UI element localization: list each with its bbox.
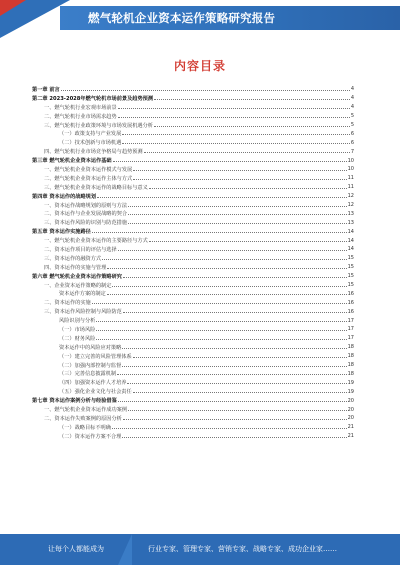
toc-leader-dots (107, 268, 346, 269)
toc-entry[interactable] (32, 361, 354, 370)
toc-entry[interactable] (32, 307, 354, 316)
toc-entry-label: （一）政策支持与产业发展 (59, 131, 122, 138)
footer-accent-shape (118, 534, 132, 565)
toc-entry-label: 三、资本运作风险的识别与防范措施 (44, 220, 128, 227)
toc-leader-dots (118, 117, 350, 118)
toc-entry-page: 14 (347, 228, 354, 235)
toc-entry-page: 4 (350, 86, 354, 93)
toc-entry-page: 16 (347, 290, 354, 297)
toc-entry-page: 6 (350, 130, 354, 137)
toc-entry-page: 11 (347, 184, 354, 191)
toc-leader-dots (97, 197, 347, 198)
toc-entry-label: 二、资本运作项目的评估与选择 (44, 246, 117, 253)
toc-entry-label: 第二章 2023-2028年燃气轮机市场前景及趋势预测 (32, 95, 154, 102)
toc-leader-dots (122, 143, 350, 144)
toc-entry-page: 10 (347, 166, 354, 173)
toc-leader-dots (112, 286, 346, 287)
toc-entry-label: 资本运作方案的制定 (59, 291, 106, 298)
toc-entry-label: （五）强化企业文化与社会责任 (59, 389, 132, 396)
toc-entry[interactable] (32, 121, 354, 130)
toc-entry-label: 风险识别与分析 (59, 318, 96, 325)
toc-entry-label: 第五章 资本运作实施路径 (32, 229, 91, 236)
toc-entry-page: 19 (347, 388, 354, 395)
toc-leader-dots (122, 437, 346, 438)
toc-entry[interactable] (32, 192, 354, 201)
toc-entry-label: （四）加强资本运作人才培养 (59, 380, 127, 387)
toc-entry-page: 15 (347, 282, 354, 289)
toc-entry-page: 18 (347, 370, 354, 377)
toc-entry-page: 12 (347, 202, 354, 209)
report-header (0, 0, 400, 34)
toc-entry-page: 5 (350, 122, 354, 128)
toc-entry-label: （二）资本运作方案不合理 (59, 433, 122, 440)
toc-entry[interactable] (32, 298, 354, 307)
toc-entry-page: 17 (347, 326, 354, 333)
toc-entry-label: （二）技术创新与市场机遇 (59, 140, 122, 147)
toc-entry-label: 一、燃气轮机企业资本运作的主要路径与方式 (44, 238, 148, 245)
toc-leader-dots (122, 348, 346, 349)
toc-entry-label: 四、资本运作的实施与管理 (44, 264, 107, 271)
report-title: 燃气轮机企业资本运作策略研究报告 (88, 11, 276, 25)
toc-leader-dots (128, 410, 347, 411)
toc-entry[interactable] (32, 405, 354, 414)
toc-entry[interactable] (32, 325, 354, 334)
toc-entry-page: 20 (347, 397, 354, 404)
toc-entry-page: 17 (347, 317, 354, 324)
toc-leader-dots (96, 321, 346, 322)
toc-entry-page: 10 (347, 157, 354, 164)
toc-leader-dots (118, 250, 347, 251)
toc-leader-dots (117, 374, 347, 375)
toc-leader-dots (128, 206, 347, 207)
toc-entry[interactable] (32, 156, 354, 165)
toc-entry-label: 第一章 前言 (32, 86, 60, 93)
toc-entry[interactable] (32, 129, 354, 138)
toc-leader-dots (123, 277, 347, 278)
toc-entry[interactable] (32, 272, 354, 281)
header-accent-shape (0, 0, 26, 16)
toc-entry-page: 18 (347, 353, 354, 360)
toc-entry-page: 20 (347, 406, 354, 413)
toc-entry[interactable] (32, 85, 354, 94)
toc-entry-page: 15 (347, 255, 354, 262)
toc-entry-page: 7 (350, 148, 354, 155)
toc-leader-dots (92, 303, 347, 304)
toc-entry[interactable] (32, 281, 354, 290)
toc-leader-dots (133, 357, 347, 358)
toc-entry-label: 第六章 燃气轮机企业资本运作策略研究 (32, 273, 122, 280)
footer-slogan-right: 行业专家、管理专家、营销专家、战略专家、成功企业家…… (148, 545, 337, 553)
toc-entry-label: （一）战略目标不明确 (59, 424, 111, 431)
toc-entry-page: 17 (347, 335, 354, 342)
toc-entry-page: 18 (347, 362, 354, 369)
toc-entry[interactable] (32, 370, 354, 379)
toc-entry-page: 18 (347, 344, 354, 351)
toc-entry[interactable] (32, 387, 354, 396)
toc-entry-label: 第四章 资本运作的战略规划 (32, 193, 97, 200)
toc-entry[interactable] (32, 183, 354, 192)
toc-entry-page: 11 (347, 175, 354, 182)
toc-entry-page: 14 (347, 246, 354, 253)
footer-slogan-left: 让每个人都能成为 (48, 545, 104, 553)
toc-entry-label: 三、燃气轮机企业资本运作的战略目标与意义 (44, 184, 148, 191)
toc-entry-page: 15 (347, 273, 354, 280)
toc-entry-page: 19 (347, 379, 354, 386)
toc-leader-dots (154, 126, 350, 127)
toc-entry[interactable] (32, 316, 354, 325)
toc-entry-page: 13 (347, 219, 354, 226)
toc-entry-label: 一、企业资本运作策略的制定 (44, 282, 112, 289)
toc-entry[interactable] (32, 263, 354, 272)
toc-entry-label: （三）完善信息披露机制 (59, 371, 117, 378)
toc-entry-label: （二）加强内部控制与监督 (59, 362, 122, 369)
toc-leader-dots (128, 223, 347, 224)
toc-entry-label: 三、资本运作的融资方式 (44, 255, 102, 262)
toc-entry-page: 4 (350, 95, 354, 102)
toc-leader-dots (128, 214, 347, 215)
toc-entry-page: 21 (347, 433, 354, 440)
toc-entry[interactable] (32, 112, 354, 121)
toc-entry-label: 一、燃气轮机企业资本运作成功案例 (44, 407, 128, 413)
toc-leader-dots (144, 152, 350, 153)
toc-leader-dots (118, 401, 347, 402)
toc-entry[interactable] (32, 201, 354, 210)
toc-entry-page: 6 (350, 139, 354, 146)
toc-entry[interactable] (32, 138, 354, 147)
toc-entry[interactable] (32, 352, 354, 361)
toc-entry[interactable] (32, 236, 354, 245)
toc-entry[interactable] (32, 245, 354, 254)
toc-entry[interactable] (32, 209, 354, 218)
toc-entry-label: 资本运作中的风险应对策略 (59, 344, 122, 351)
toc-entry-page: 12 (347, 193, 354, 200)
toc-leader-dots (122, 134, 350, 135)
toc-entry[interactable] (32, 254, 354, 263)
toc-entry[interactable] (32, 94, 354, 103)
toc-entry-label: 三、资本运作风险控制与风险防范 (44, 309, 122, 316)
toc-entry[interactable] (32, 147, 354, 156)
toc-leader-dots (133, 392, 347, 393)
toc-leader-dots (61, 90, 350, 91)
toc-leader-dots (133, 179, 346, 180)
toc-entry-label: 第七章 资本运作案例分析与经验借鉴 (32, 398, 117, 405)
toc-entry-label: 二、资本运作的实施 (44, 300, 91, 307)
toc-entry-label: 四、燃气轮机行业市场竞争格局与趋势预测 (44, 149, 143, 156)
toc-entry[interactable] (32, 103, 354, 112)
toc-entry-page: 21 (347, 424, 354, 431)
toc-entry[interactable] (32, 218, 354, 227)
toc-entry[interactable] (32, 334, 354, 343)
toc-entry[interactable] (32, 343, 354, 352)
toc-entry-label: （一）建立完善的风险管理体系 (59, 353, 132, 360)
toc-entry-label: （一）市场风险 (59, 326, 96, 333)
toc-leader-dots (149, 188, 347, 189)
toc-entry-label: 二、资本运作失败案例的原因分析 (44, 415, 122, 422)
toc-leader-dots (107, 294, 347, 295)
toc-entry[interactable] (32, 289, 354, 298)
toc-leader-dots (127, 383, 346, 384)
toc-entry-page: 15 (347, 264, 354, 271)
toc-entry-page: 4 (350, 104, 354, 111)
toc-entry-label: 二、资本运作与企业发展战略的契合 (44, 211, 128, 218)
toc-entry-page: 13 (347, 210, 354, 217)
table-of-contents (32, 85, 354, 441)
toc-entry[interactable] (32, 414, 354, 423)
toc-leader-dots (123, 419, 347, 420)
toc-entry-label: 第三章 燃气轮机企业资本运作基础 (32, 158, 112, 165)
toc-entry-page: 5 (350, 113, 354, 120)
toc-leader-dots (102, 259, 347, 260)
toc-leader-dots (112, 428, 347, 429)
toc-leader-dots (96, 330, 346, 331)
toc-entry[interactable] (32, 165, 354, 174)
toc-entry-page: 16 (347, 299, 354, 306)
toc-leader-dots (149, 241, 347, 242)
toc-entry-label: （二）财务风险 (59, 335, 96, 342)
toc-leader-dots (118, 108, 350, 109)
toc-entry-label: 三、燃气轮机行业政策环境与市场发展机遇分析 (44, 122, 153, 129)
toc-entry-label: 一、资本运作战略规划的原则与方法 (44, 202, 128, 209)
toc-entry[interactable] (32, 378, 354, 387)
toc-entry-label: 一、燃气轮机行业宏观市场前景 (44, 104, 117, 111)
toc-entry[interactable] (32, 423, 354, 432)
toc-entry[interactable] (32, 174, 354, 183)
toc-entry-page: 16 (347, 308, 354, 315)
toc-leader-dots (123, 312, 347, 313)
toc-entry-page: 14 (347, 237, 354, 244)
toc-leader-dots (96, 339, 346, 340)
toc-leader-dots (113, 161, 347, 162)
toc-entry[interactable] (32, 227, 354, 236)
toc-entry-page: 20 (347, 415, 354, 422)
toc-leader-dots (92, 232, 347, 233)
toc-leader-dots (133, 170, 346, 171)
toc-entry[interactable] (32, 396, 354, 405)
toc-entry-label: 二、燃气轮机企业资本运作主体与方式 (44, 175, 133, 182)
toc-entry[interactable] (32, 432, 354, 441)
toc-entry-label: 二、燃气轮机行业市场需求趋势 (44, 113, 117, 120)
toc-leader-dots (122, 366, 346, 367)
toc-leader-dots (154, 99, 350, 100)
toc-entry-label: 一、燃气轮机企业资本运作模式与发展 (44, 166, 133, 173)
toc-heading: 内容目录 (173, 59, 226, 73)
